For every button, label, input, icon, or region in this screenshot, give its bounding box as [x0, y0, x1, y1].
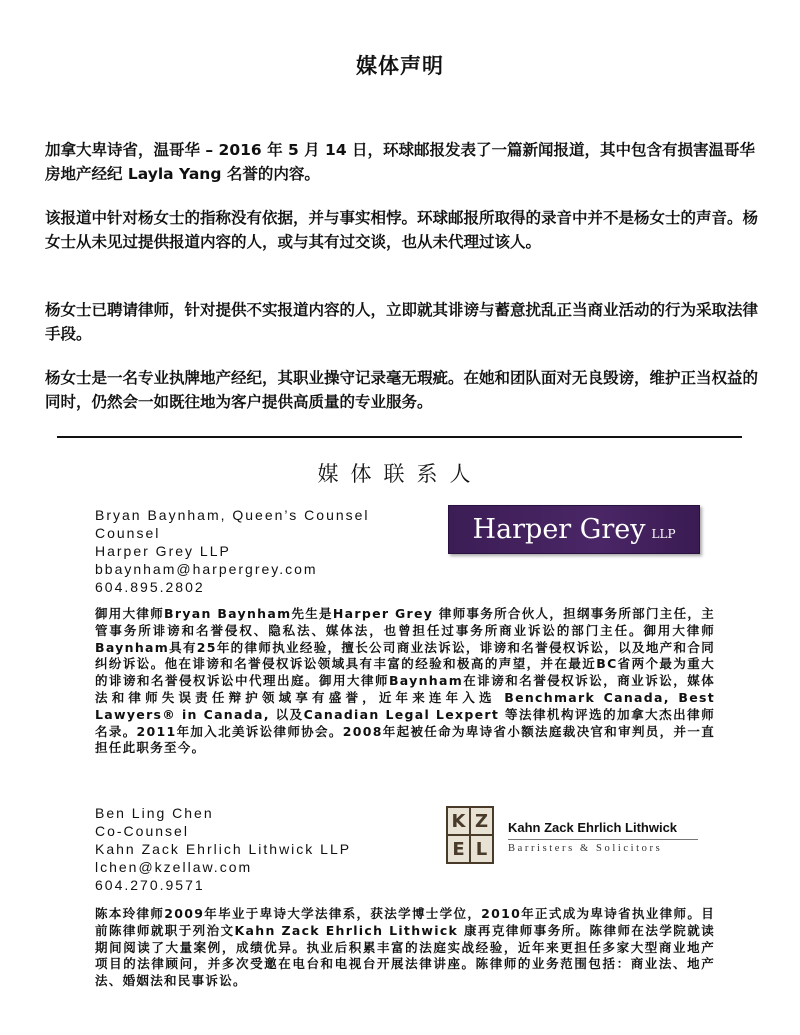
kzel-logo-mark: [446, 806, 494, 864]
harper-grey-logo: [448, 505, 700, 554]
statement-paragraph-3: 杨女士已聘请律师，针对提供不实报道内容的人，立即就其诽谤与蓄意扰乱正当商业活动的行为采取法律手段。: [45, 301, 759, 343]
contact-firm: Harper Grey LLP: [95, 543, 231, 559]
contact-email[interactable]: bbaynham@harpergrey.com: [95, 561, 318, 577]
kzel-letter-k: K: [448, 808, 469, 834]
statement-paragraph-4: 杨女士是一名专业执牌地产经纪，其职业操守记录毫无瑕疵。在她和团队面对无良毁谤，维护正当权益的同时，仍然会一如既往地为客户提供高质量的专业服务。: [45, 369, 759, 411]
contact-phone: 604.270.9571: [95, 877, 205, 893]
page-title: 媒体声明: [356, 54, 444, 78]
kzel-letter-l: L: [471, 836, 492, 862]
harper-grey-logo-name: Harper Grey: [472, 514, 646, 545]
contact-name: Bryan Baynham, Queen’s Counsel: [95, 507, 370, 523]
kzel-logo-name: Kahn Zack Ehrlich Lithwick: [508, 820, 678, 835]
statement-paragraph-2: 该报道中针对杨女士的指称没有依据，并与事实相悖。环球邮报所取得的录音中并不是杨女士的声音。杨女士从未见过提供报道内容的人，或与其有过交谈，也从未代理过该人。: [45, 209, 759, 251]
statement-paragraph-1: 加拿大卑诗省，温哥华 – 2016 年 5 月 14 日，环球邮报发表了一篇新闻报道，其中包含有损害温哥华房地产经纪 Layla Yang 名誉的内容。: [45, 141, 756, 183]
contact-role: Co-Counsel: [95, 823, 189, 839]
kzel-logo-subtitle: Barristers & Solicitors: [508, 843, 663, 854]
contact-firm: Kahn Zack Ehrlich Lithwick LLP: [95, 841, 352, 857]
kzel-logo: [446, 806, 706, 866]
contact-heading: 媒体联系人: [317, 462, 483, 486]
kzel-letter-e: E: [448, 836, 469, 862]
kzel-logo-rule: [508, 839, 698, 840]
bio-chen: 陈本玲律师2009年毕业于卑诗大学法律系，获法学博士学位，2010年正式成为卑诗省执业律师。目前陈律师就职于列治文Kahn Zack Ehrlich Lithwick 康再克律师事务所。陈律师在法学院就读期间阅读了大量案例，成绩优异。执业后积累丰富的法庭实战经验，近年来更担任多家大型商业地产项目的法律顾问，并多次受邀在电台和电视台开展法律讲座。陈律师的业务范围包括：商业法、地产法、婚姻法和民事诉讼。: [95, 906, 715, 989]
contact-email[interactable]: lchen@kzellaw.com: [95, 859, 253, 875]
harper-grey-logo-suffix: LLP: [651, 526, 676, 541]
contact-block-baynham: [95, 506, 370, 596]
kzel-letter-z: Z: [471, 808, 492, 834]
bio-baynham: 御用大律师Bryan Baynham先生是Harper Grey 律师事务所合伙人，担纲事务所部门主任，主管事务所诽谤和名誉侵权、隐私法、媒体法，也曾担任过事务所商业诉讼的部门主任。御用大律师Baynham具有25年的律师执业经验，擅长公司商业法诉讼，诽谤和名誉侵权诉讼，以及地产和合同纠纷诉讼。他在诽谤和名誉侵权诉讼领域具有丰富的经验和极高的声望，并在最近BC省两个最为重大的诽谤和名誉侵权诉讼中代理出庭。御用大律师Baynham在诽谤和名誉侵权诉讼，商业诉讼，媒体法和律师失误责任辩护领域享有盛誉，近年来连年入选 Benchmark Canada, Best Lawyers® in Canada, 以及Canadian Legal Lexpert 等法律机构评选的加拿大杰出律师名录。2011年加入北美诉讼律师协会。2008年起被任命为卑诗省小额法庭裁决官和审判员，并一直担任此职务至今。: [95, 606, 715, 756]
contact-block-chen: [95, 804, 351, 894]
contact-role: Counsel: [95, 525, 161, 541]
contact-name: Ben Ling Chen: [95, 805, 214, 821]
section-divider: [57, 436, 742, 438]
contact-phone: 604.895.2802: [95, 579, 205, 595]
